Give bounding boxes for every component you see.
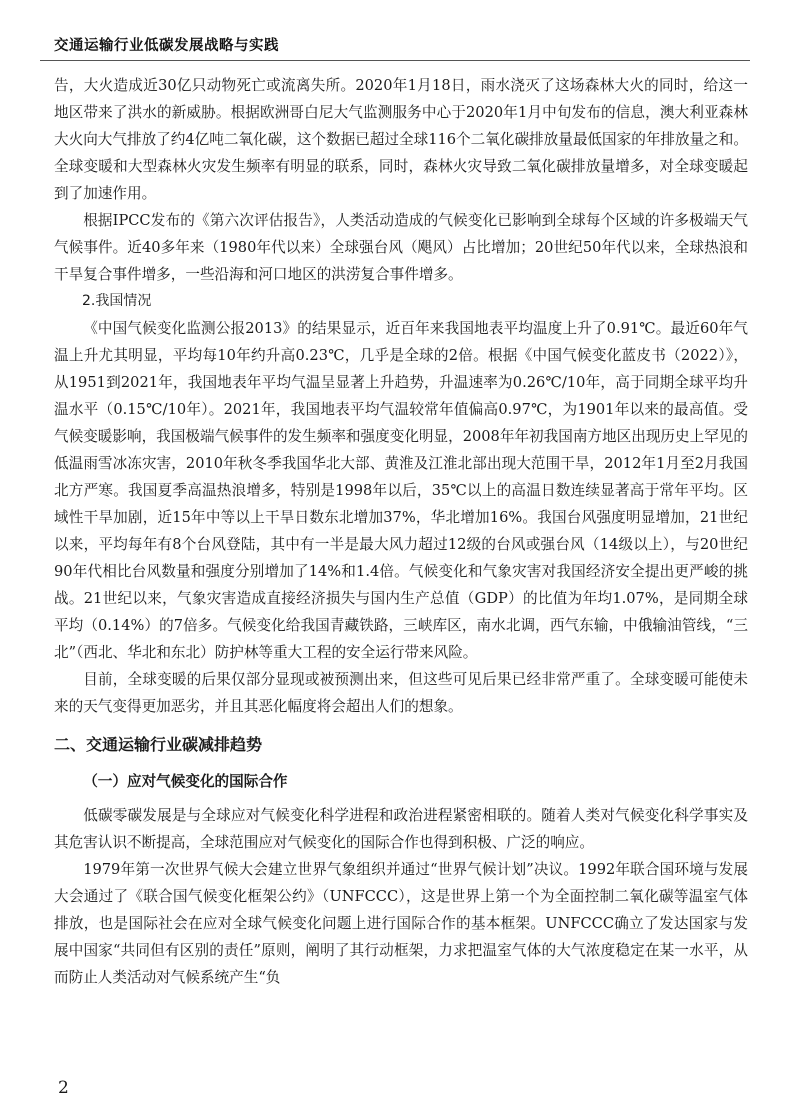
subsection-heading-intl-cooperation: （一）应对气候变化的国际合作 (83, 773, 288, 790)
paragraph-low-carbon: 低碳零碳发展是与全球应对气候变化科学进程和政治进程紧密相联的。随着人类对气候变化科学事实及其危害认识不断提高，全球范围应对气候变化的国际合作也得到积极、广泛的响应。 (54, 807, 748, 851)
header-rule (40, 60, 750, 61)
paragraph-ipcc-report: 根据IPCC发布的《第六次评估报告》，人类活动造成的气候变化已影响到全球每个区域的许多极端天气气候事件。近40多年来（1980年代以来）全球强台风（飓风）占比增加；20世纪50年代以来，全球热浪和干旱复合事件增多，一些沿海和河口地区的洪涝复合事件增多。 (54, 212, 748, 283)
page-body (54, 72, 748, 991)
paragraph-wildfire-continued: 告，大火造成近30亿只动物死亡或流离失所。2020年1月18日，雨水浇灭了这场森林大火的同时，给这一地区带来了洪水的新威胁。根据欧洲哥白尼大气监测服务中心于2020年1月中旬发布的信息，澳大利亚森林大火向大气排放了约4亿吨二氧化碳，这个数据已超过全球116个二氧化碳排放量最低国家的年排放量之和。全球变暖和大型森林火灾发生频率有明显的联系，同时，森林火灾导致二氧化碳排放量增多，对全球变暖起到了加速作用。 (54, 77, 748, 202)
subheading-china-situation: 2.我国情况 (82, 293, 152, 309)
section-heading-carbon-trend: 二、交通运输行业碳减排趋势 (54, 735, 263, 754)
running-header: 交通运输行业低碳发展战略与实践 (54, 38, 279, 54)
paragraph-china-climate: 《中国气候变化监测公报2013》的结果显示，近百年来我国地表平均温度上升了0.91℃。最近60年气温上升尤其明显，平均每10年约升高0.23℃，几乎是全球的2倍。根据《中国气候变化蓝皮书（2022）》，从1951到2021年，我国地表年平均气温呈显著上升趋势，升温速率为0.26℃/10年，高于同期全球平均升温水平（0.15℃/10年）。2021年，我国地表平均气温较常年值偏高0.97℃，为1901年以来的最高值。受气候变暖影响，我国极端气候事件的发生频率和强度变化明显，2008年年初我国南方地区出现历史上罕见的低温雨雪冰冻灾害，2010年秋冬季我国华北大部、黄淮及江淮北部出现大范围干旱，2012年1月至2月我国北方严寒。我国夏季高温热浪增多，特别是1998年以后，35℃以上的高温日数连续显著高于常年平均。区域性干旱加剧，近15年中等以上干旱日数东北增加37%，华北增加16%。我国台风强度明显增加，21世纪以来，平均每年有8个台风登陆，其中有一半是最大风力超过12级的台风或强台风（14级以上），与20世纪90年代相比台风数量和强度分别增加了14%和1.4倍。气候变化和气象灾害对我国经济安全提出更严峻的挑战。21世纪以来，气象灾害造成直接经济损失与国内生产总值（GDP）的比值为年均1.07%，是同期全球平均（0.14%）的7倍多。气候变化给我国青藏铁路，三峡库区，南水北调，西气东输，中俄输油管线，“三北”（西北、华北和东北）防护林等重大工程的安全运行带来风险。 (54, 320, 748, 661)
page-number: 2 (58, 1078, 69, 1098)
paragraph-unfccc-history: 1979年第一次世界气候大会建立世界气象组织并通过“世界气候计划”决议。1992年联合国环境与发展大会通过了《联合国气候变化框架公约》（UNFCCC），这是世界上第一个为全面控制二氧化碳等温室气体排放，也是国际社会在应对全球气候变化问题上进行国际合作的基本框架。UNFCCC确立了发达国家与发展中国家“共同但有区别的责任”原则，阐明了其行动框架，力求把温室气体的大气浓度稳定在某一水平，从而防止人类活动对气候系统产生“负 (54, 861, 748, 986)
paragraph-consequences: 目前，全球变暖的后果仅部分显现或被预测出来，但这些可见后果已经非常严重了。全球变暖可能使未来的天气变得更加恶劣，并且其恶化幅度将会超出人们的想象。 (54, 671, 748, 715)
